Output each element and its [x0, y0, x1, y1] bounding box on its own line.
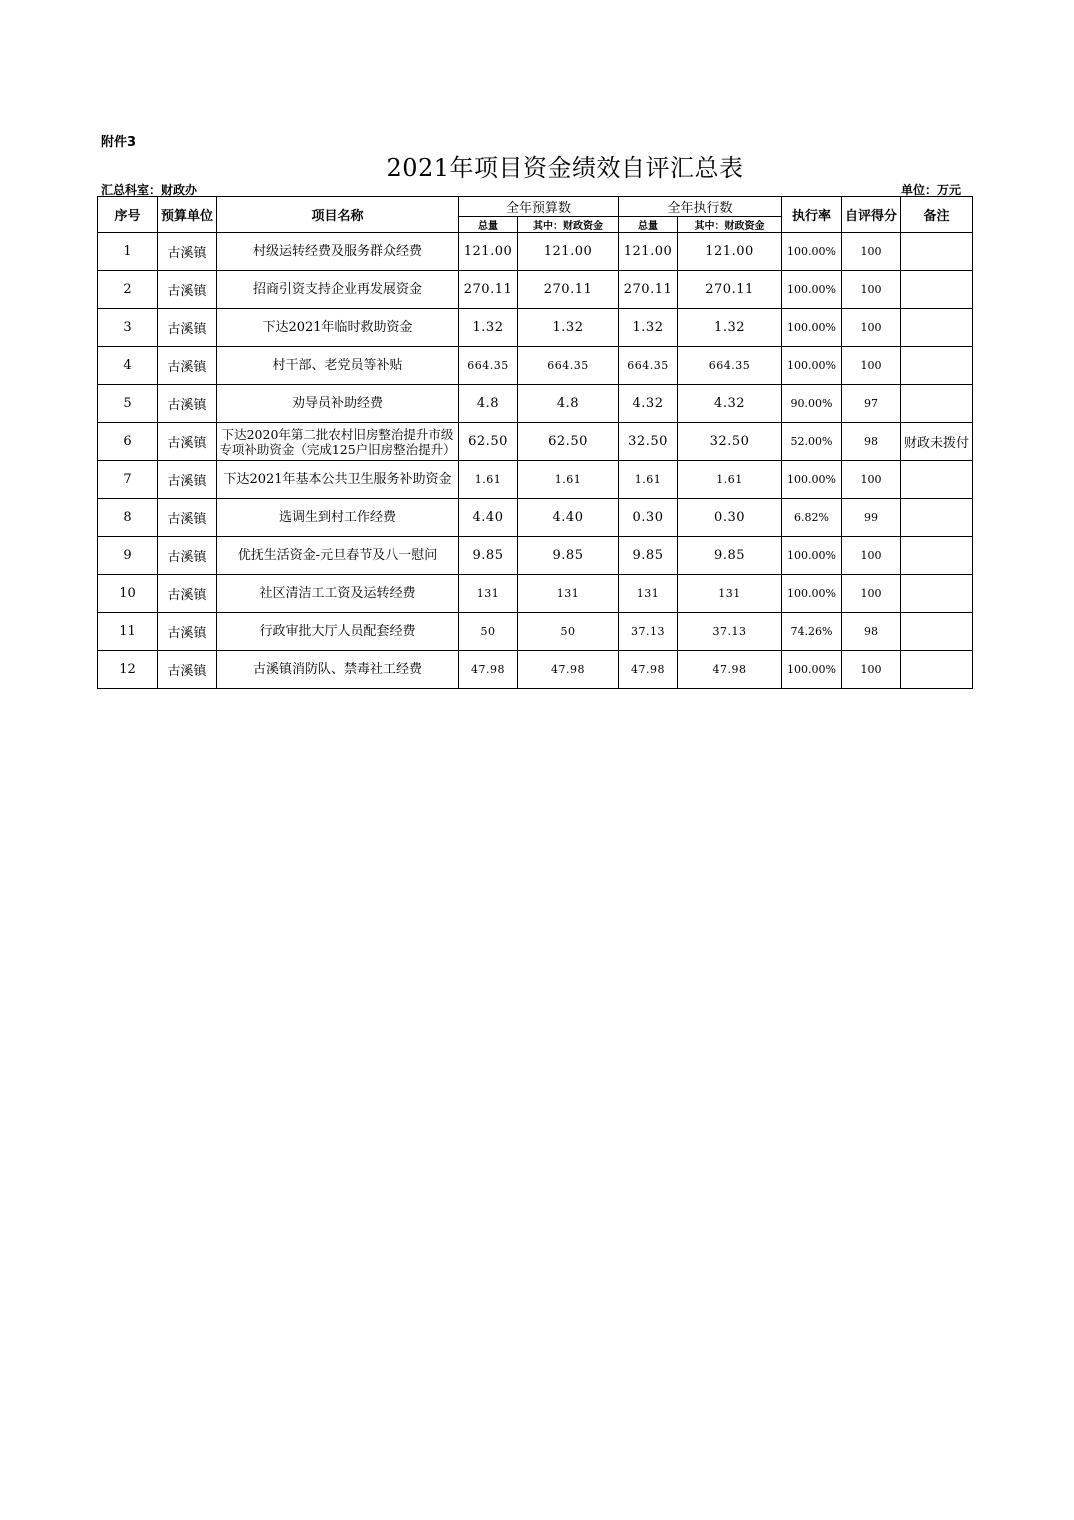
row-seq: 6: [98, 423, 158, 461]
row-exec-rate: 100.00%: [782, 347, 842, 385]
row-project-name: 下达2021年临时救助资金: [217, 309, 459, 347]
row-budget-fiscal: 1.61: [518, 461, 619, 499]
row-seq: 3: [98, 309, 158, 347]
summary-office: 汇总科室：财政办: [101, 183, 198, 197]
performance-table: [97, 196, 973, 689]
row-project-name: 村级运转经费及服务群众经费: [217, 233, 459, 271]
row-remark: [901, 385, 973, 423]
row-exec-total: 131: [619, 575, 678, 613]
row-project-name: 招商引资支持企业再发展资金: [217, 271, 459, 309]
row-budget-fiscal: 270.11: [518, 271, 619, 309]
row-unit: 古溪镇: [158, 499, 217, 537]
row-exec-rate: 6.82%: [782, 499, 842, 537]
row-exec-fiscal: 270.11: [678, 271, 782, 309]
row-project-name: 劝导员补助经费: [217, 385, 459, 423]
row-budget-fiscal: 50: [518, 613, 619, 651]
row-remark: [901, 271, 973, 309]
header-self-score: 自评得分: [842, 197, 901, 233]
row-unit: 古溪镇: [158, 461, 217, 499]
row-exec-rate: 74.26%: [782, 613, 842, 651]
header-annual-exec: 全年执行数: [619, 197, 782, 217]
row-remark: [901, 613, 973, 651]
header-remark: 备注: [901, 197, 973, 233]
row-seq: 9: [98, 537, 158, 575]
row-self-score: 100: [842, 233, 901, 271]
row-self-score: 100: [842, 537, 901, 575]
row-budget-total: 9.85: [459, 537, 518, 575]
row-exec-rate: 100.00%: [782, 651, 842, 689]
row-budget-fiscal: 1.32: [518, 309, 619, 347]
row-seq: 8: [98, 499, 158, 537]
table-row: [98, 537, 973, 575]
row-unit: 古溪镇: [158, 385, 217, 423]
row-remark: [901, 499, 973, 537]
row-exec-rate: 100.00%: [782, 309, 842, 347]
row-seq: 4: [98, 347, 158, 385]
row-self-score: 100: [842, 347, 901, 385]
table-row: [98, 651, 973, 689]
row-self-score: 98: [842, 613, 901, 651]
row-self-score: 100: [842, 271, 901, 309]
row-seq: 7: [98, 461, 158, 499]
row-exec-rate: 52.00%: [782, 423, 842, 461]
row-seq: 12: [98, 651, 158, 689]
row-self-score: 100: [842, 461, 901, 499]
row-exec-total: 47.98: [619, 651, 678, 689]
header-budget-unit: 预算单位: [158, 197, 217, 233]
row-budget-total: 4.8: [459, 385, 518, 423]
row-budget-fiscal: 47.98: [518, 651, 619, 689]
row-exec-fiscal: 664.35: [678, 347, 782, 385]
row-exec-rate: 100.00%: [782, 461, 842, 499]
header-budget-total: 总量: [459, 217, 518, 233]
row-budget-total: 270.11: [459, 271, 518, 309]
header-exec-rate: 执行率: [782, 197, 842, 233]
row-unit: 古溪镇: [158, 233, 217, 271]
row-budget-fiscal: 9.85: [518, 537, 619, 575]
row-budget-total: 121.00: [459, 233, 518, 271]
attachment-label: 附件3: [101, 135, 137, 150]
row-unit: 古溪镇: [158, 347, 217, 385]
row-project-name: 选调生到村工作经费: [217, 499, 459, 537]
row-project-name: 下达2021年基本公共卫生服务补助资金: [217, 461, 459, 499]
row-remark: [901, 233, 973, 271]
row-seq: 10: [98, 575, 158, 613]
header-annual-budget: 全年预算数: [459, 197, 619, 217]
row-project-name: 行政审批大厅人员配套经费: [217, 613, 459, 651]
row-exec-rate: 100.00%: [782, 575, 842, 613]
table-row: [98, 499, 973, 537]
header-project-name: 项目名称: [217, 197, 459, 233]
row-exec-total: 1.32: [619, 309, 678, 347]
row-exec-rate: 90.00%: [782, 385, 842, 423]
table-row: [98, 461, 973, 499]
table-row: [98, 309, 973, 347]
header-exec-fiscal: 其中：财政资金: [678, 217, 782, 233]
row-exec-rate: 100.00%: [782, 233, 842, 271]
row-self-score: 100: [842, 309, 901, 347]
row-unit: 古溪镇: [158, 651, 217, 689]
row-budget-fiscal: 62.50: [518, 423, 619, 461]
table-row: [98, 423, 973, 461]
row-exec-total: 664.35: [619, 347, 678, 385]
row-seq: 5: [98, 385, 158, 423]
header-exec-total: 总量: [619, 217, 678, 233]
row-exec-fiscal: 1.61: [678, 461, 782, 499]
row-self-score: 100: [842, 651, 901, 689]
row-unit: 古溪镇: [158, 423, 217, 461]
row-self-score: 100: [842, 575, 901, 613]
row-self-score: 99: [842, 499, 901, 537]
row-remark: [901, 651, 973, 689]
header-budget-fiscal: 其中：财政资金: [518, 217, 619, 233]
row-unit: 古溪镇: [158, 537, 217, 575]
row-remark: [901, 309, 973, 347]
row-remark: [901, 461, 973, 499]
row-project-name: 优抚生活资金-元旦春节及八一慰问: [217, 537, 459, 575]
row-remark: [901, 575, 973, 613]
row-budget-total: 1.32: [459, 309, 518, 347]
row-unit: 古溪镇: [158, 575, 217, 613]
row-unit: 古溪镇: [158, 271, 217, 309]
table-row: [98, 385, 973, 423]
row-exec-total: 270.11: [619, 271, 678, 309]
row-budget-fiscal: 121.00: [518, 233, 619, 271]
row-budget-fiscal: 4.40: [518, 499, 619, 537]
row-budget-fiscal: 131: [518, 575, 619, 613]
row-exec-total: 9.85: [619, 537, 678, 575]
row-budget-total: 47.98: [459, 651, 518, 689]
row-exec-total: 1.61: [619, 461, 678, 499]
row-self-score: 97: [842, 385, 901, 423]
row-budget-total: 664.35: [459, 347, 518, 385]
header-seq: 序号: [98, 197, 158, 233]
row-remark: [901, 537, 973, 575]
row-budget-total: 62.50: [459, 423, 518, 461]
row-budget-total: 4.40: [459, 499, 518, 537]
row-exec-total: 37.13: [619, 613, 678, 651]
row-budget-total: 1.61: [459, 461, 518, 499]
row-exec-fiscal: 131: [678, 575, 782, 613]
table-row: [98, 347, 973, 385]
row-project-name: 村干部、老党员等补贴: [217, 347, 459, 385]
row-exec-fiscal: 4.32: [678, 385, 782, 423]
row-exec-total: 121.00: [619, 233, 678, 271]
table-row: [98, 613, 973, 651]
row-exec-fiscal: 121.00: [678, 233, 782, 271]
row-seq: 2: [98, 271, 158, 309]
table-row: [98, 271, 973, 309]
row-budget-total: 131: [459, 575, 518, 613]
row-exec-fiscal: 47.98: [678, 651, 782, 689]
row-unit: 古溪镇: [158, 613, 217, 651]
page-title: 2021年项目资金绩效自评汇总表: [386, 154, 744, 182]
row-remark: 财政未拨付: [901, 423, 973, 461]
row-remark: [901, 347, 973, 385]
row-exec-fiscal: 9.85: [678, 537, 782, 575]
row-exec-rate: 100.00%: [782, 271, 842, 309]
row-self-score: 98: [842, 423, 901, 461]
row-unit: 古溪镇: [158, 309, 217, 347]
row-seq: 1: [98, 233, 158, 271]
row-exec-fiscal: 0.30: [678, 499, 782, 537]
row-budget-fiscal: 4.8: [518, 385, 619, 423]
row-exec-rate: 100.00%: [782, 537, 842, 575]
row-exec-fiscal: 1.32: [678, 309, 782, 347]
row-exec-fiscal: 37.13: [678, 613, 782, 651]
row-exec-total: 32.50: [619, 423, 678, 461]
table-row: [98, 575, 973, 613]
table-row: [98, 233, 973, 271]
row-project-name: 下达2020年第二批农村旧房整治提升市级专项补助资金（完成125户旧房整治提升）: [217, 423, 459, 461]
row-budget-total: 50: [459, 613, 518, 651]
row-budget-fiscal: 664.35: [518, 347, 619, 385]
row-exec-total: 4.32: [619, 385, 678, 423]
row-exec-total: 0.30: [619, 499, 678, 537]
row-seq: 11: [98, 613, 158, 651]
unit-label: 单位：万元: [900, 183, 961, 197]
row-exec-fiscal: 32.50: [678, 423, 782, 461]
row-project-name: 古溪镇消防队、禁毒社工经费: [217, 651, 459, 689]
row-project-name: 社区清洁工工资及运转经费: [217, 575, 459, 613]
